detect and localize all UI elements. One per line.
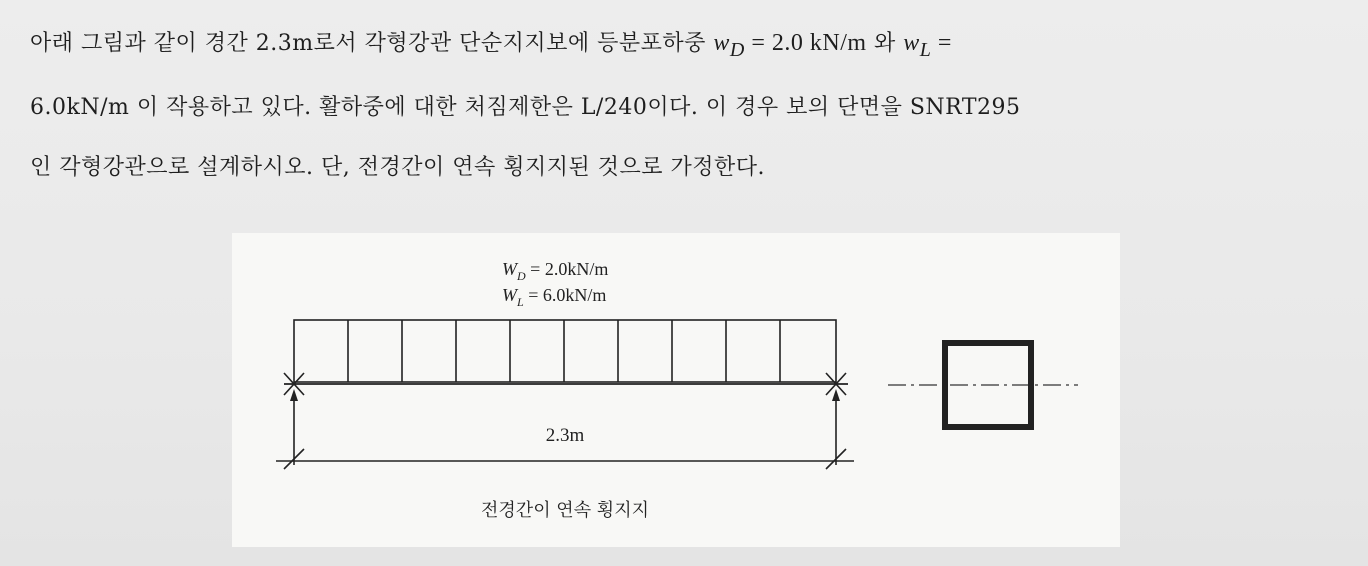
- problem-line-2: 6.0kN/m 이 작용하고 있다. 활하중에 대한 처짐제한은 L/240이다. 이 경우 보의 단면을 SNRT295: [30, 95, 1021, 120]
- figure-caption: 전경간이 연속 횡지지: [481, 500, 649, 521]
- left-reaction-arrow: [290, 389, 298, 401]
- load-outline: [294, 320, 836, 382]
- live-load-label: $W_L = 6.0kN/m$: [502, 285, 607, 309]
- right-reaction-arrow: [832, 389, 840, 401]
- span-dimension: [276, 449, 854, 469]
- beam-diagram: [232, 233, 1120, 547]
- problem-text-1b: 와: [874, 31, 904, 56]
- problem-line-1: [30, 26, 952, 62]
- live-load-symbol: $w_L$ =: [903, 30, 952, 61]
- dead-load-label: $W_D = 2.0kN/m$: [502, 259, 609, 283]
- problem-text-1a: 아래 그림과 같이 경간 2.3m로서 각형강관 단순지지보에 등분포하중: [30, 31, 706, 56]
- distributed-load-block: [294, 320, 836, 382]
- beam-figure: [232, 233, 1120, 547]
- dead-load-symbol: $w_D = 2.0$ kN/m: [713, 30, 867, 61]
- span-label: 2.3m: [545, 425, 585, 446]
- problem-line-3: 인 각형강관으로 설계하시오. 단, 전경간이 연속 횡지지된 것으로 가정한다.: [30, 155, 765, 180]
